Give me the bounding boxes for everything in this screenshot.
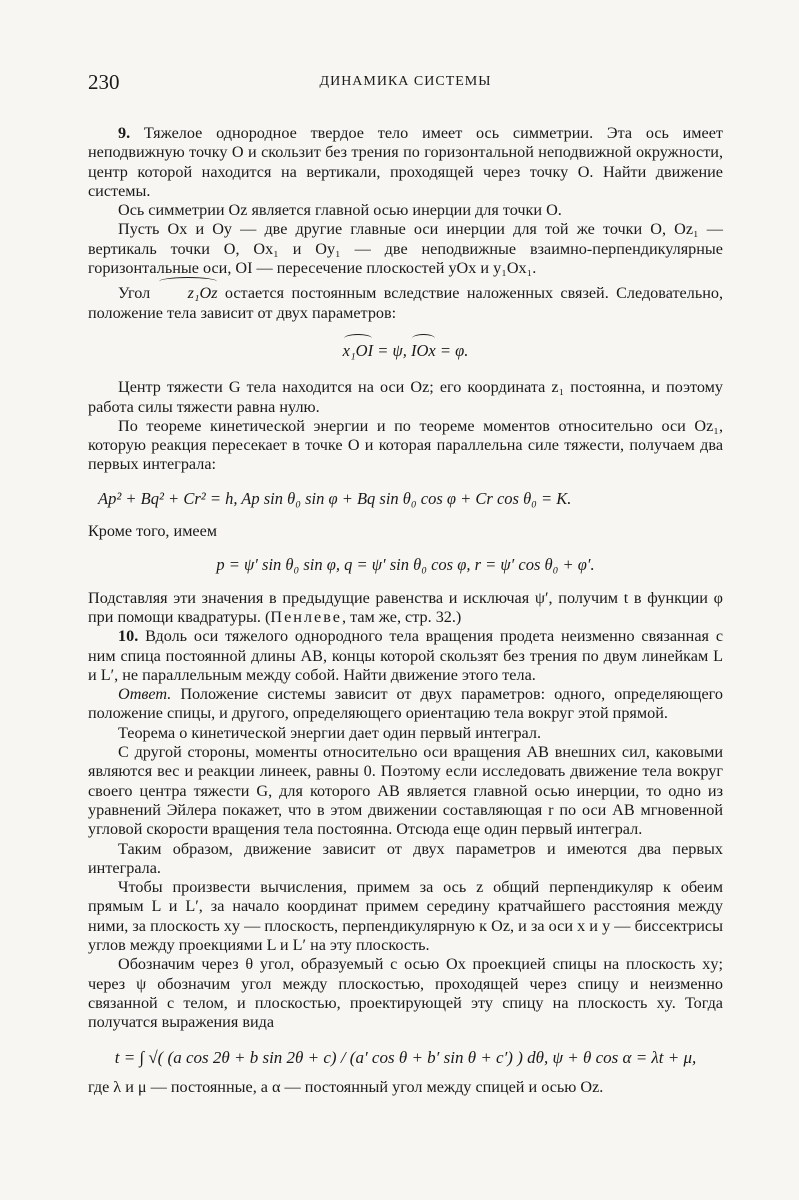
problem-9-p4-start: Угол (118, 284, 158, 303)
page-header (88, 70, 723, 100)
problem-10-answer (88, 685, 723, 724)
formula-angles-eq1: = ψ, (373, 340, 411, 360)
angle-x1oi: x₁OI (342, 340, 374, 360)
page-body (88, 124, 723, 1097)
problem-10-paragraph-6: Чтобы произвести вычисления, примем за ось z общий перпендикуляр к обеим прямым L и L′, за начало координат примем середину кратчайшего расстояния между ними, за плоскость xy — плоскость, перпендикулярную к Oz, и за оси x и y — биссектрисы углов между проекциями L и L′ на эту плоскость. (88, 878, 723, 954)
problem-9-text: Тяжелое однородное твердое тело имеет ось симметрии. Эта ось имеет неподвижную точку O и скользит без трения по горизонтальной неподвижной окружности, центр которой находится на вертикали, проходящей через точку O. Найти движение системы. (88, 124, 723, 200)
problem-10-paragraph-8: где λ и μ — постоянные, а α — постоянный угол между спицей и осью Oz. (88, 1077, 604, 1096)
problem-9-paragraph-5: Центр тяжести G тела находится на оси Oz; его координата z₁ постоянна, и поэтому работа силы тяжести равна нулю. (88, 378, 723, 416)
problem-9-paragraph-8 (88, 589, 723, 628)
problem-9-p8-start: Подставляя эти значения в предыдущие равенства и исключая ψ′, получим t в функции φ при помощи квадратуры. ( (88, 588, 723, 626)
problem-9-p8-end: , там же, стр. 32.) (341, 607, 462, 626)
problem-9-number: 9. (118, 124, 131, 142)
problem-9-paragraph-2: Ось симметрии Oz является главной осью инерции для точки O. (118, 201, 562, 220)
angle-iox: IOx (411, 340, 436, 360)
problem-9-paragraph-7: Кроме того, имеем (88, 522, 218, 541)
page-number: 230 (88, 70, 120, 94)
formula-first-integrals: Ap² + Bq² + Cr² = h, Ap sin θ₀ sin φ + Bq sin θ₀ cos φ + Cr cos θ₀ = K. (98, 488, 572, 508)
problem-10-statement (88, 627, 723, 685)
formula-quadrature: t = ∫ √( (a cos 2θ + b sin 2θ + c) / (a′ cos θ + b′ sin θ + c′) ) dθ, ψ + θ cos α = λt + μ, (114, 1048, 697, 1068)
author-name: Пенлеве (270, 607, 342, 626)
formula-angles-eq2: = φ. (435, 340, 469, 360)
problem-9-paragraph-6: По теореме кинетической энергии и по теореме моментов относительно оси Oz₁, которую реакция пересекает в точке O и которая параллельна силе тяжести, получаем два первых интеграла: (88, 416, 723, 474)
problem-10-paragraph-5: Таким образом, движение зависит от двух параметров и имеются два первых интеграла. (88, 839, 723, 877)
problem-10-number: 10. (118, 627, 139, 646)
problem-10-paragraph-4: С другой стороны, моменты относительно оси вращения AB внешних сил, каковыми являются вес и реакции линеек, равны 0. Поэтому если исследовать движение тела вокруг своего центра тяжести G, для которого AB является главной осью инерции, то одно из уравнений Эйлера покажет, что в этом движении составляющая r по оси AB мгновенной угловой скорости вращения тела постоянна. Отсюда еще один первый интеграл. (88, 743, 723, 839)
running-head: ДИНАМИКА СИСТЕМЫ (319, 74, 492, 89)
problem-9-paragraph-3: Пусть Ox и Oy — две другие главные оси инерции для той же точки O, Oz₁ — вертикаль точки O, Ox₁ и Oy₁ — две неподвижные взаимно-перпендикулярные горизонтальные оси, OI — пересечение плоскостей yOx и y₁Ox₁. (88, 220, 723, 278)
problem-9-p4-end: остается постоянным вследствие наложенных связей. Следовательно, положение тела зависит от двух параметров: (88, 284, 723, 322)
problem-10-paragraph-3: Теорема о кинетической энергии дает один первый интеграл. (118, 723, 542, 742)
formula-pqr: p = ψ′ sin θ₀ sin φ, q = ψ′ sin θ₀ cos φ, r = ψ′ cos θ₀ + φ′. (216, 555, 595, 575)
problem-10-paragraph-7: Обозначим через θ угол, образуемый с осью Ox проекцией спицы на плоскость xy; через ψ обозначим угол между плоскостью, проходящей через спицу и неизменно связанной с телом, и плоскостью, проектирующей эту спицу на плоскость xy. Тогда получатся выражения вида (88, 955, 723, 1032)
problem-10-text: Вдоль оси тяжелого однородного тела вращения продета неизменно связанная с ним спица постоянной длины AB, концы которой скользят без трения по двум линейкам L и L′, не параллельным между собой. Найти движение этого тела. (88, 627, 723, 684)
answer-text: Положение системы зависит от двух параметров: одного, определяющего положение спицы, и другого, определяющего ориентацию тела вокруг этой прямой. (88, 685, 723, 723)
problem-9-paragraph-4 (88, 284, 723, 323)
angle-z1oz: z₁Oz (158, 284, 218, 303)
problem-9-statement (88, 124, 723, 201)
formula-angles (88, 341, 723, 360)
answer-label: Ответ. (118, 685, 172, 704)
